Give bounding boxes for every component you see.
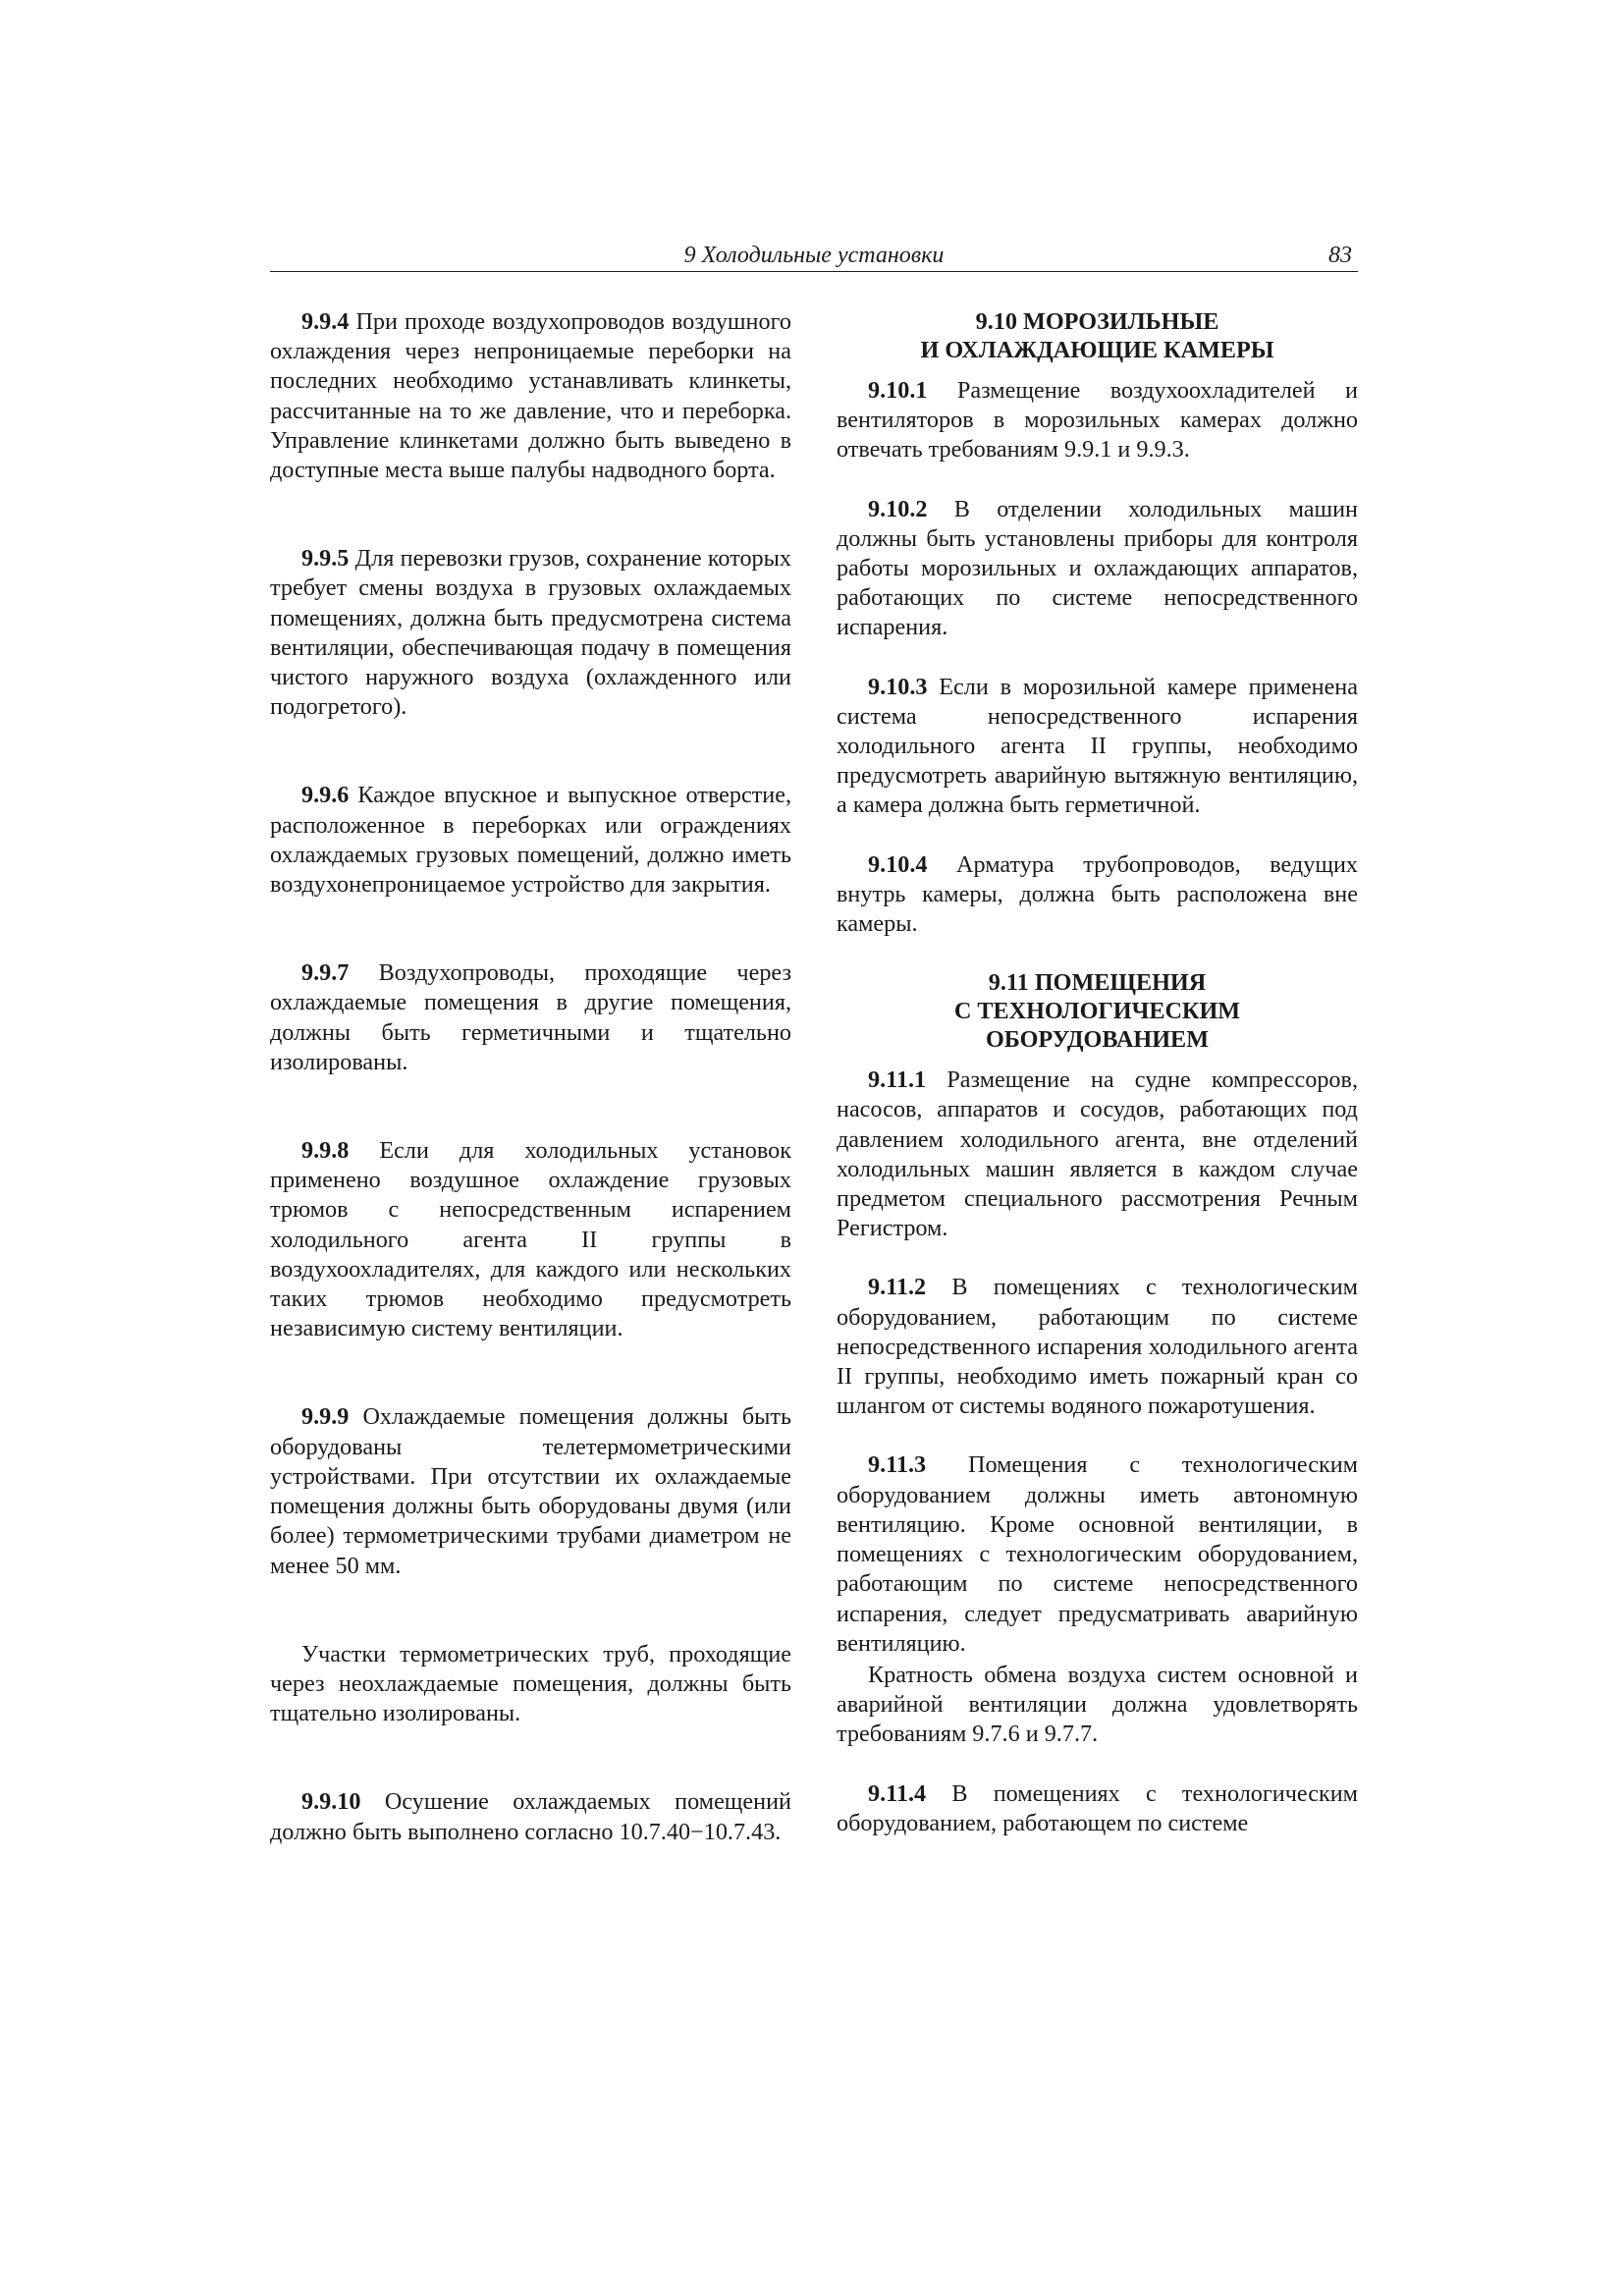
paragraph-9-9-9-continued: [270, 1640, 791, 1729]
paragraph-9-9-9: [270, 1402, 791, 1580]
clause-text: Каждое впускное и выпускное отверстие, расположенное в переборках или ограждениях охлаждаемых грузовых помещений, должно иметь воздухонепроницаемое устройство для закрытия.: [270, 782, 791, 899]
clause-number: 9.11.4: [868, 1779, 927, 1807]
clause-number: 9.9.5: [301, 545, 350, 573]
paragraph-9-11-3: [837, 1450, 1358, 1658]
paragraph-9-11-1: [837, 1066, 1358, 1243]
clause-number: 9.9.6: [301, 782, 350, 809]
clause-text: При проходе воздухопроводов воздушного охлаждения через непроницаемые переборки на последних необходимо устанавливать клинкеты, рассчитанные на то же давление, что и переборка. Управление клинкетами должно быть выведено в доступные места выше палубы надводного борта.: [270, 308, 791, 484]
clause-number: 9.9.9: [301, 1403, 350, 1431]
paragraph-9-10-4: [837, 850, 1358, 940]
paragraph-9-9-4: [270, 307, 791, 485]
clause-text: Воздухопроводы, проходящие через охлаждаемые помещения в другие помещения, должны быть герметичными и тщательно изолированы.: [270, 959, 791, 1075]
section-heading-line: 9.10 МОРОЗИЛЬНЫЕ: [975, 308, 1219, 335]
clause-number: 9.9.8: [301, 1137, 350, 1165]
clause-text: Помещения с технологическим оборудованием должны иметь автономную вентиляцию. Кроме основной вентиляции, в помещениях с технологическим оборудованием, работающим по системе непосредственного испарения, следует предусматривать аварийную вентиляцию.: [837, 1451, 1358, 1657]
paragraph-9-11-4: [837, 1779, 1358, 1838]
right-column: [837, 307, 1358, 1868]
clause-number: 9.9.10: [301, 1788, 361, 1816]
clause-text: Участки термометрических труб, проходящие через неохлаждаемые помещения, должны быть тщательно изолированы.: [270, 1640, 791, 1727]
clause-number: 9.9.4: [301, 308, 350, 335]
left-column: [270, 307, 791, 1906]
clause-number: 9.11.3: [868, 1451, 927, 1479]
clause-text: Размещение воздухоохладителей и вентиляторов в морозильных камерах должно отвечать требованиям 9.9.1 и 9.9.3.: [837, 377, 1358, 464]
section-heading-line: ОБОРУДОВАНИЕМ: [985, 1026, 1210, 1054]
clause-number: 9.10.2: [868, 495, 928, 522]
clause-text: В отделении холодильных машин должны быть установлены приборы для контроля работы морозильных и охлаждающих аппаратов, работающих по системе непосредственного испарения.: [837, 495, 1358, 641]
paragraph-9-9-8: [270, 1136, 791, 1343]
running-header: [270, 242, 1358, 272]
clause-text: Арматура трубопроводов, ведущих внутрь камеры, должна быть расположена вне камеры.: [837, 850, 1358, 938]
section-heading-line: С ТЕХНОЛОГИЧЕСКИМ: [953, 998, 1241, 1025]
clause-text: Если в морозильной камере применена система непосредственного испарения холодильного агента II группы, необходимо предусмотреть аварийную вытяжную вентиляцию, а камера должна быть герметичной.: [837, 673, 1358, 819]
paragraph-9-10-1: [837, 376, 1358, 465]
clause-number: 9.11.1: [868, 1066, 927, 1094]
clause-text: Если для холодильных установок применено воздушное охлаждение грузовых трюмов с непосредственным испарением холодильного агента II группы в воздухоохладителях, для каждого или нескольких таких трюмов необходимо предусмотреть независимую систему вентиляции.: [270, 1137, 791, 1342]
section-heading-line: 9.11 ПОМЕЩЕНИЯ: [988, 969, 1207, 997]
clause-number: 9.10.4: [868, 850, 928, 878]
paragraph-9-9-6: [270, 781, 791, 900]
paragraph-9-9-5: [270, 544, 791, 722]
clause-number: 9.9.7: [301, 959, 350, 987]
clause-text: В помещениях с технологическим оборудованием, работающим по системе непосредственного испарения холодильного агента II группы, необходимо иметь пожарный кран со шлангом от системы водяного пожаротушения.: [837, 1274, 1358, 1420]
clause-text: Для перевозки грузов, сохранение которых требует смены воздуха в грузовых охлаждаемых помещениях, должна быть предусмотрена система вентиляции, обеспечивающая подачу в помещения чистого наружного воздуха (охлажденного или подогретого).: [270, 545, 791, 721]
clause-text: Кратность обмена воздуха систем основной и аварийной вентиляции должна удовлетворять требованиям 9.7.6 и 9.7.7.: [837, 1661, 1358, 1748]
section-heading-9-11: [837, 968, 1358, 1054]
clause-number: 9.11.2: [868, 1274, 927, 1301]
paragraph-9-10-2: [837, 495, 1358, 643]
clause-number: 9.10.1: [868, 377, 928, 404]
paragraph-9-11-2: [837, 1273, 1358, 1421]
chapter-title: 9 Холодильные установки: [683, 243, 945, 268]
paragraph-9-9-10: [270, 1787, 791, 1846]
paragraph-9-10-3: [837, 673, 1358, 821]
section-heading-9-10: [837, 307, 1358, 364]
paragraph-9-11-3-continued: [837, 1661, 1358, 1750]
clause-number: 9.10.3: [868, 673, 928, 700]
clause-text: Осушение охлаждаемых помещений должно быть выполнено согласно 10.7.40−10.7.43.: [270, 1788, 791, 1845]
page-number: 83: [1328, 243, 1352, 268]
clause-text: Размещение на судне компрессоров, насосов, аппаратов и сосудов, работающих под давлением холодильного агента, вне отделений холодильных машин является в каждом случае предметом специального рассмотрения Речным Регистром.: [837, 1066, 1358, 1242]
paragraph-9-9-7: [270, 958, 791, 1077]
clause-text: Охлаждаемые помещения должны быть оборудованы телетермометрическими устройствами. При отсутствии их охлаждаемые помещения должны быть оборудованы двумя (или более) термометрическими трубами диаметром не менее 50 мм.: [270, 1403, 791, 1579]
section-heading-line: И ОХЛАЖДАЮЩИЕ КАМЕРЫ: [920, 337, 1274, 363]
clause-text: В помещениях с технологическим оборудованием, работающем по системе: [837, 1779, 1358, 1836]
